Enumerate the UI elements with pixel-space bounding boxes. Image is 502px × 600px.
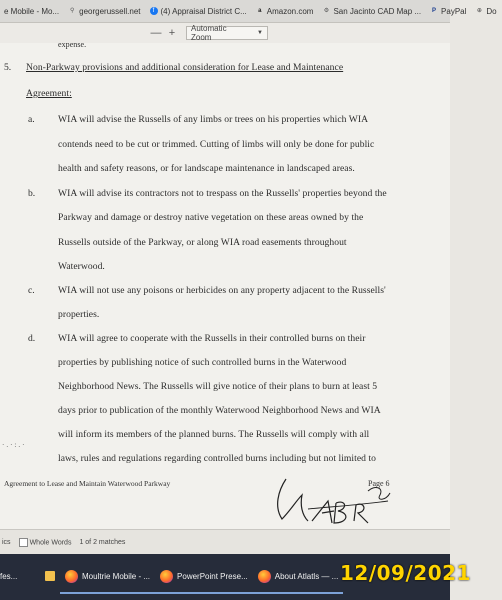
zoom-select-label: Automatic Zoom [191, 24, 227, 42]
item-c-line-1: WIA will not use any poisons or herbicides on any property adjacent to the Russells' [58, 285, 386, 296]
firefox-icon [160, 570, 173, 583]
date-stamp: 12/09/2021 [340, 561, 471, 585]
document-page [0, 40, 450, 529]
firefox-icon [258, 570, 271, 583]
taskbar-item-file-explorer[interactable] [40, 560, 60, 594]
item-label-a: a. [28, 114, 35, 125]
item-label-d: d. [28, 333, 36, 344]
item-a-line-2: contends need to be cut or trimmed. Cutting of limbs will only be done for public [58, 139, 375, 150]
item-d-line-5: will inform its members of the planned burns. The Russells will comply with all [58, 429, 370, 440]
bookmark-label: (4) Appraisal District C... [160, 6, 247, 16]
bookmark-tmobile[interactable] [0, 7, 64, 16]
taskbar-item-moultrie[interactable] [60, 560, 155, 594]
gear-icon: ⚙ [323, 8, 330, 14]
folder-icon [45, 571, 55, 581]
handwritten-signature [268, 471, 408, 531]
item-d-line-4: days prior to publication of the monthly Waterwood Neighborhood News and WIA [58, 405, 381, 416]
item-d-line-3: Neighborhood News. The Russells will give notice of their plans to burn at least 5 [58, 381, 378, 392]
taskbar-item-label: PowerPoint Prese... [177, 571, 248, 581]
bookmark-label: PayPal [441, 6, 467, 16]
zoom-out-button[interactable]: — [150, 27, 162, 39]
bookmark-label: georgerussell.net [79, 6, 141, 16]
bookmark-amazon[interactable] [252, 7, 319, 16]
taskbar-item-folder[interactable] [0, 560, 40, 594]
whole-words-label: Whole Words [29, 538, 72, 546]
section-number: 5. [4, 62, 12, 73]
item-d-line-2: properties by publishing notice of such controlled burns in the Waterwood [58, 357, 347, 368]
scan-specks: ·.·:.· [2, 441, 27, 449]
bookmark-do[interactable] [471, 7, 501, 16]
item-b-line-4: Waterwood. [58, 261, 105, 272]
zoom-select[interactable] [186, 26, 268, 40]
find-bar [0, 529, 450, 554]
bookmark-san-jacinto-cad[interactable] [318, 7, 426, 16]
taskbar-item-label: fes... [0, 571, 18, 581]
item-b-line-2: Parkway and damage or destroy native vegetation on these areas owned by the [58, 212, 364, 223]
globe-icon: ⊕ [476, 8, 482, 14]
item-label-b: b. [28, 188, 36, 199]
taskbar-item-label: Moultrie Mobile - ... [82, 571, 151, 581]
bookmarks-bar [0, 0, 497, 23]
find-bar-fragment: ics [2, 538, 11, 546]
item-a-line-1: WIA will advise the Russells of any limbs or trees on his properties which WIA [58, 114, 369, 125]
top-fragment: expense. [58, 40, 87, 49]
bookmark-paypal[interactable] [426, 7, 471, 16]
item-label-c: c. [28, 285, 35, 296]
item-d-line-1: WIA will agree to cooperate with the Russells in their controlled burns on their [58, 333, 366, 344]
location-pin-icon: ⚲ [69, 8, 75, 14]
checkbox-box[interactable] [19, 538, 28, 547]
taskbar-item-powerpoint[interactable] [155, 560, 253, 594]
bookmark-label: Amazon.com [266, 6, 314, 16]
item-d-line-6: laws, rules and regulations regarding controlled burns including but not limited to [58, 453, 377, 464]
bookmark-georgerussell[interactable] [64, 7, 145, 16]
zoom-in-button[interactable]: + [168, 27, 176, 39]
chevron-down-icon: ▼ [257, 30, 263, 36]
taskbar-item-label: About Atlatls — ... [274, 571, 339, 581]
firefox-icon [65, 570, 78, 583]
taskbar-item-atlatls[interactable] [253, 560, 344, 594]
page-footer-title: Agreement to Lease and Maintain Waterwood Parkway [4, 479, 171, 488]
whole-words-checkbox[interactable] [19, 538, 72, 547]
facebook-icon: f [150, 7, 158, 15]
bookmark-label: San Jacinto CAD Map ... [333, 6, 422, 16]
paypal-icon: P [432, 8, 437, 14]
match-count: 1 of 2 matches [79, 538, 126, 546]
item-b-line-3: Russells outside of the Parkway, or along WIA road easements throughout [58, 237, 347, 248]
page-number: Page 6 [368, 479, 390, 488]
section-heading-line-2: Agreement: [26, 88, 72, 99]
amazon-icon: a [258, 8, 262, 14]
bookmark-label: e Mobile - Mo... [4, 6, 60, 16]
item-b-line-1: WIA will advise its contractors not to trespass on the Russells' properties beyond the [58, 188, 387, 199]
section-heading-line-1: Non-Parkway provisions and additional consideration for Lease and Maintenance [26, 62, 344, 73]
bookmark-appraisal-district[interactable] [146, 7, 252, 16]
item-a-line-3: health and safety reasons, or for landscape maintenance in landscaped areas. [58, 163, 355, 174]
bookmark-label: Do [486, 6, 497, 16]
item-c-line-2: properties. [58, 309, 100, 320]
